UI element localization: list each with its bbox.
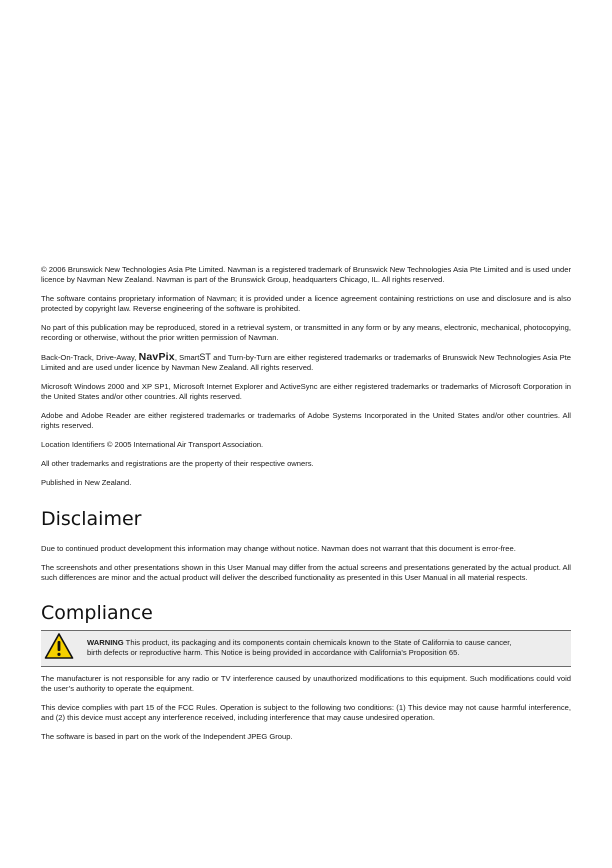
warning-label: WARNING bbox=[87, 638, 124, 647]
compliance-section bbox=[41, 602, 571, 742]
copyright-section bbox=[41, 265, 571, 488]
disclaimer-section bbox=[41, 508, 571, 583]
navpix-logotype: NavPix bbox=[138, 351, 175, 363]
compliance-paragraph-2: This device complies with part 15 of the FCC Rules. Operation is subject to the following two conditions: (1) This device may not cause harmful interference, and (2) this device must accept any interference received, including interference that may cause undesired operation. bbox=[41, 703, 571, 722]
microsoft-paragraph: Microsoft Windows 2000 and XP SP1, Microsoft Internet Explorer and ActiveSync are either registered trademarks or trademarks of Microsoft Corporation in the United States and/or other countries. All rights reserved. bbox=[41, 382, 571, 401]
trademarks-navman-paragraph bbox=[41, 352, 571, 373]
disclaimer-heading: Disclaimer bbox=[41, 508, 142, 530]
compliance-heading: Compliance bbox=[41, 602, 153, 624]
reproduction-paragraph: No part of this publication may be reproduced, stored in a retrieval system, or transmitted in any form or by any means, electronic, mechanical, photocopying, recording or otherwise, without the prior written permission of Navman. bbox=[41, 323, 571, 342]
page-content bbox=[41, 265, 571, 751]
adobe-paragraph: Adobe and Adobe Reader are either registered trademarks or trademarks of Adobe Systems Incorporated in the United States and/or other countries. All rights reserved. bbox=[41, 411, 571, 430]
smartst-logotype: ST bbox=[199, 352, 211, 362]
iata-paragraph: Location Identifiers © 2005 International Air Transport Association. bbox=[41, 440, 264, 449]
other-trademarks-paragraph: All other trademarks and registrations are the property of their respective owners. bbox=[41, 459, 314, 468]
compliance-paragraph-3: The software is based in part on the work of the Independent JPEG Group. bbox=[41, 732, 293, 741]
disclaimer-paragraph-2: The screenshots and other presentations shown in this User Manual may differ from the actual screens and presentations generated by the actual product. All such differences are minor and the actual product will deliver the described functionality as presented in this User Manual in all material respects. bbox=[41, 563, 571, 582]
compliance-paragraph-1: The manufacturer is not responsible for any radio or TV interference caused by unauthorized modifications to this equipment. Such modifications could void the user’s authority to operate the equipment. bbox=[41, 674, 571, 693]
trademarks-text-pre: Back-On-Track, Drive-Away, bbox=[41, 353, 139, 362]
licence-paragraph: The software contains proprietary information of Navman; it is provided under a licence agreement containing restrictions on use and disclosure and is also protected by copyright law. Reverse engineering of the software is prohibited. bbox=[41, 294, 571, 313]
published-paragraph: Published in New Zealand. bbox=[41, 478, 132, 487]
disclaimer-paragraph-1: Due to continued product development this information may change without notice. Navman does not warrant that this document is error-free. bbox=[41, 544, 516, 553]
warning-body: This product, its packaging and its components contain chemicals known to the State of California to cause cancer, birth defects or reproductive harm. This Notice is being provided in accordance with California’s Proposition 65. bbox=[87, 638, 512, 657]
warning-text bbox=[87, 638, 517, 658]
trademarks-text-post: and Turn-by-Turn are either registered trademarks or trademarks of Brunswick New Technologies Asia Pte Limited and are used under licence by Navman New Zealand. All rights reserved. bbox=[41, 353, 571, 372]
warning-triangle-icon bbox=[44, 632, 82, 665]
warning-notice-box bbox=[41, 630, 571, 667]
trademarks-text-mid: , Smart bbox=[174, 353, 200, 362]
copyright-paragraph: © 2006 Brunswick New Technologies Asia Pte Limited. Navman is a registered trademark of Brunswick New Technologies Asia Pte Limited and is used under licence by Navman New Zealand. Navman is part of the Brunswick Group, headquarters Chicago, IL. All rights reserved. bbox=[41, 265, 571, 284]
